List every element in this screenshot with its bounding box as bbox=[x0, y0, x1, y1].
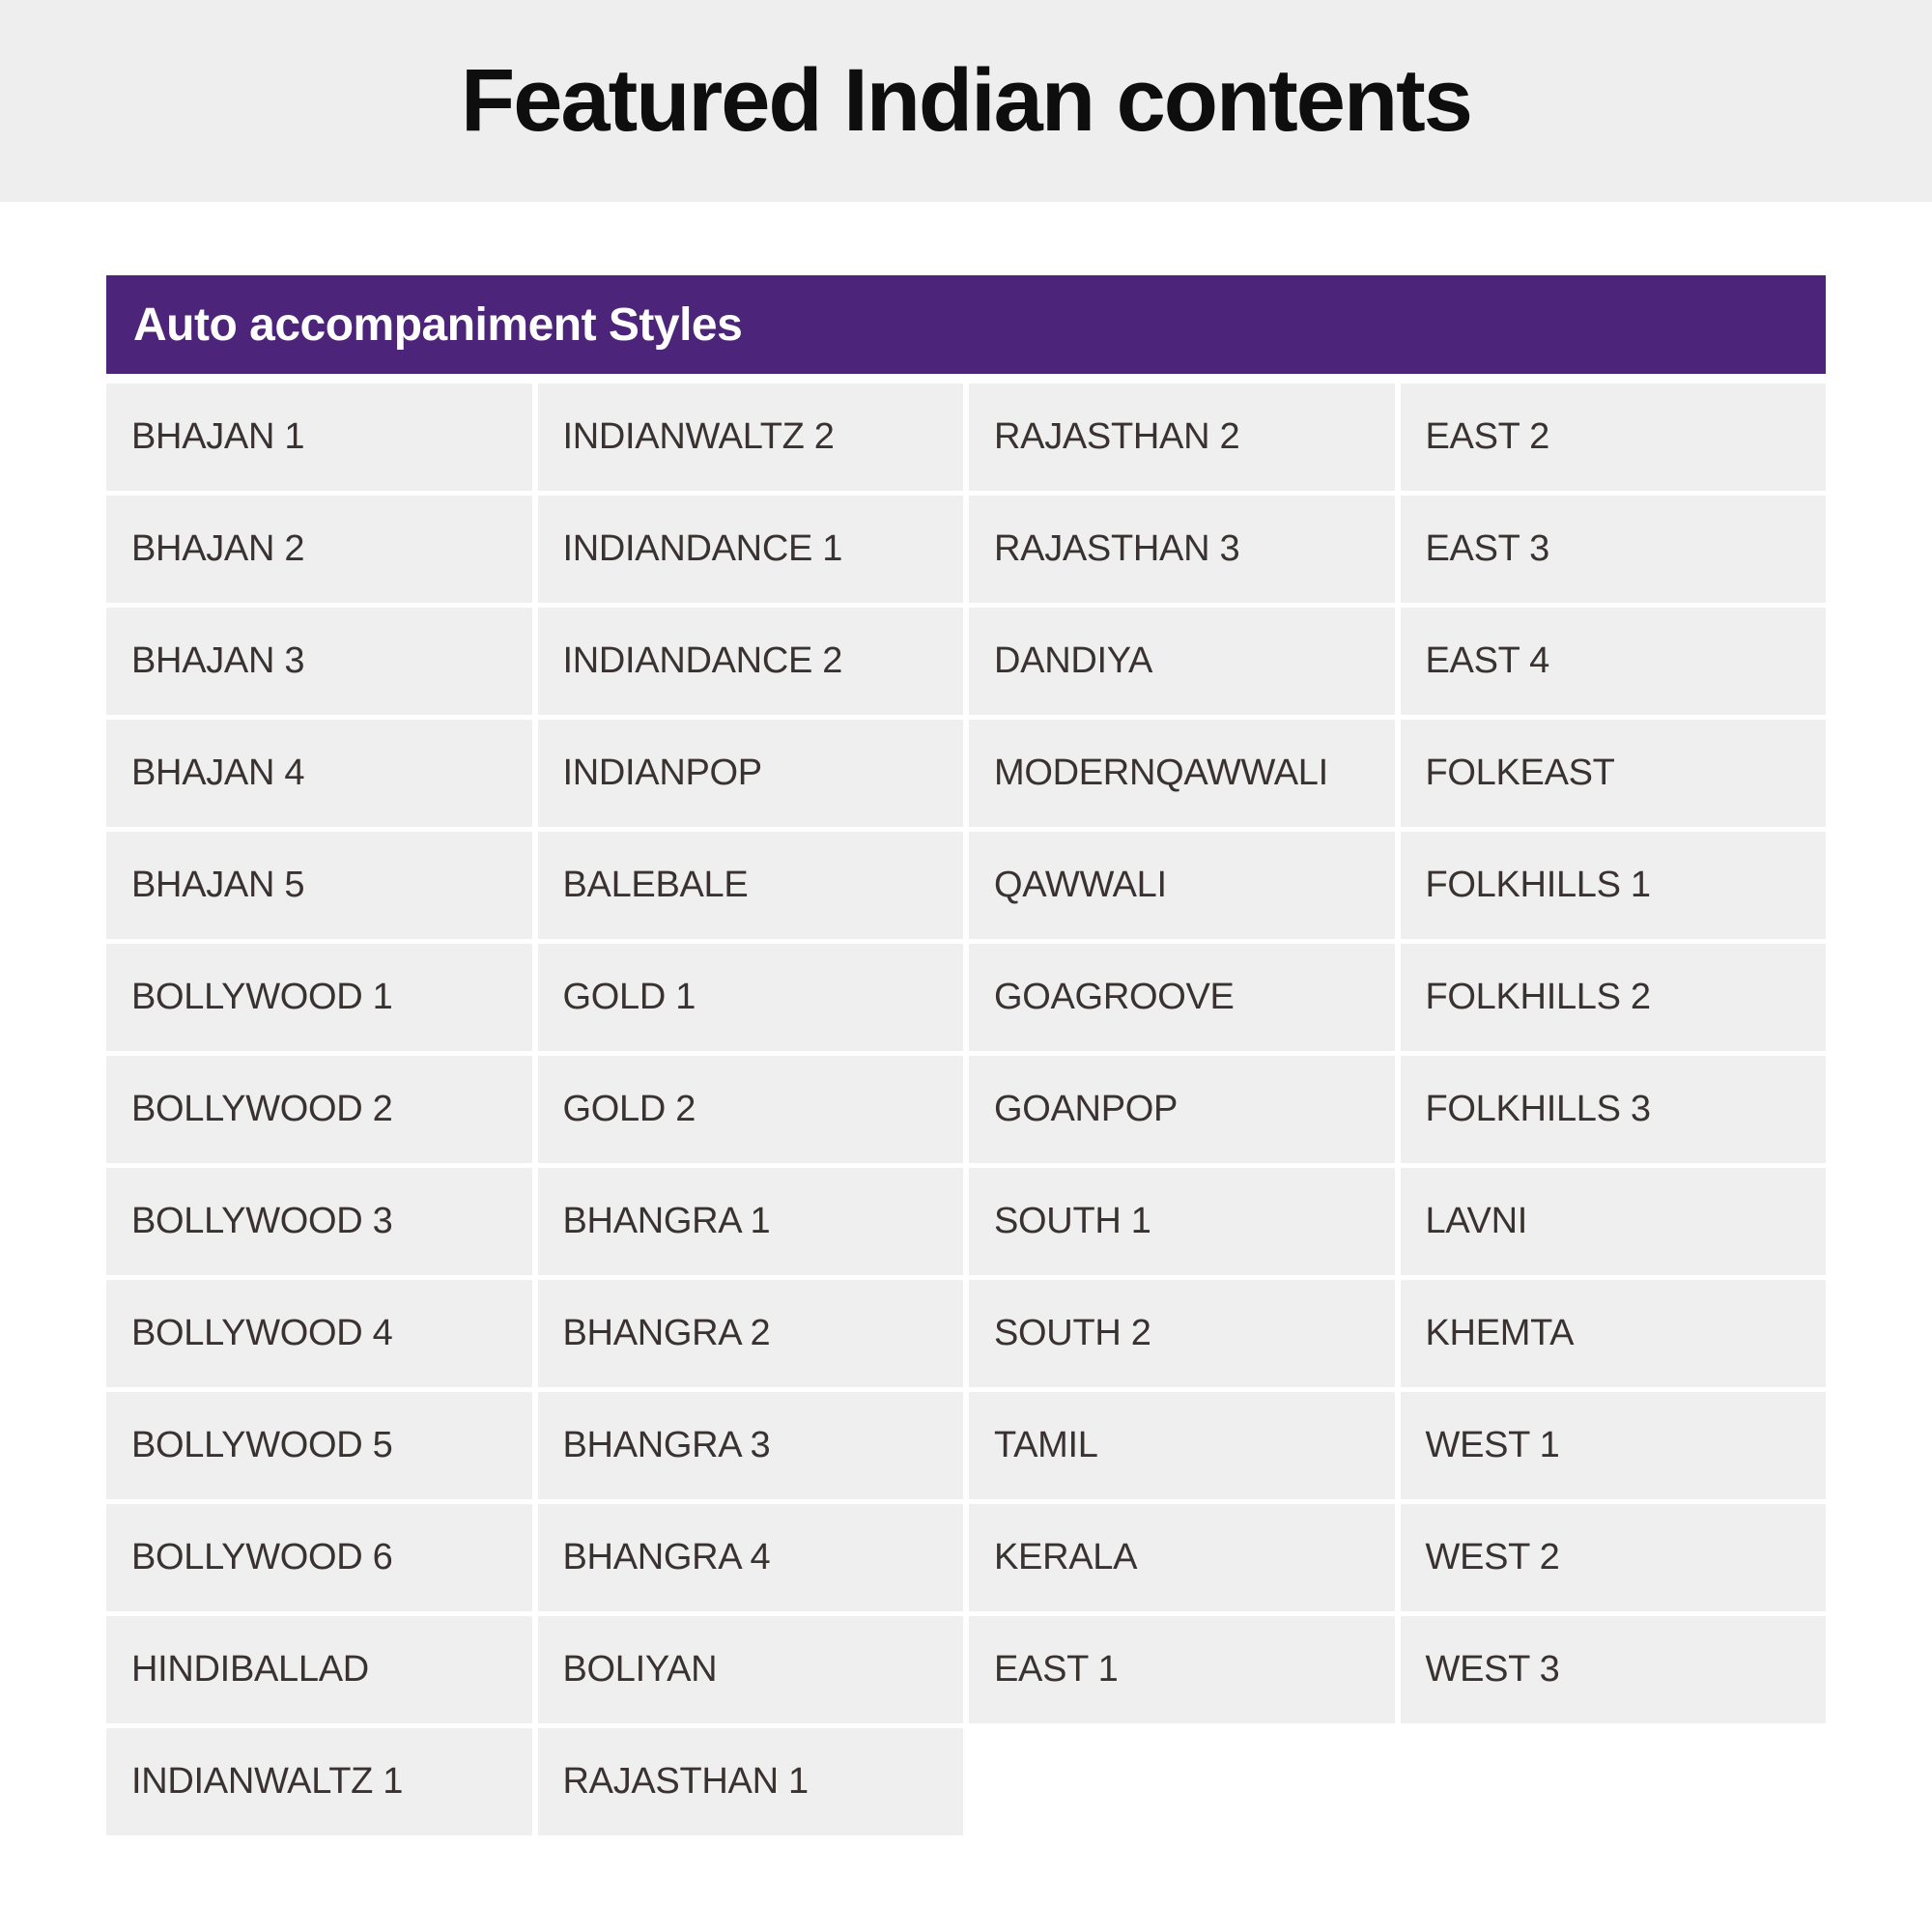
style-cell: BOLIYAN bbox=[538, 1616, 964, 1723]
style-cell: RAJASTHAN 2 bbox=[969, 384, 1395, 491]
style-cell: EAST 1 bbox=[969, 1616, 1395, 1723]
style-cell: INDIANWALTZ 2 bbox=[538, 384, 964, 491]
style-cell: KERALA bbox=[969, 1504, 1395, 1611]
style-cell: BOLLYWOOD 3 bbox=[106, 1168, 532, 1275]
style-cell: QAWWALI bbox=[969, 832, 1395, 939]
style-cell: INDIANWALTZ 1 bbox=[106, 1728, 532, 1835]
style-cell: BOLLYWOOD 2 bbox=[106, 1056, 532, 1163]
style-cell: FOLKHILLS 3 bbox=[1401, 1056, 1827, 1163]
style-cell: GOANPOP bbox=[969, 1056, 1395, 1163]
style-cell: GOAGROOVE bbox=[969, 944, 1395, 1051]
style-cell: BHAJAN 3 bbox=[106, 608, 532, 715]
style-cell: INDIANDANCE 1 bbox=[538, 496, 964, 603]
style-cell: FOLKHILLS 1 bbox=[1401, 832, 1827, 939]
style-cell: KHEMTA bbox=[1401, 1280, 1827, 1387]
style-cell: WEST 3 bbox=[1401, 1616, 1827, 1723]
empty-cell bbox=[969, 1728, 1395, 1835]
style-cell: MODERNQAWWALI bbox=[969, 720, 1395, 827]
style-cell: TAMIL bbox=[969, 1392, 1395, 1499]
style-cell: BHAJAN 2 bbox=[106, 496, 532, 603]
style-cell: FOLKEAST bbox=[1401, 720, 1827, 827]
style-cell: INDIANDANCE 2 bbox=[538, 608, 964, 715]
style-cell: FOLKHILLS 2 bbox=[1401, 944, 1827, 1051]
style-cell: BHANGRA 1 bbox=[538, 1168, 964, 1275]
style-cell: HINDIBALLAD bbox=[106, 1616, 532, 1723]
style-cell: EAST 2 bbox=[1401, 384, 1827, 491]
styles-grid bbox=[106, 384, 1826, 1835]
style-cell: BOLLYWOOD 4 bbox=[106, 1280, 532, 1387]
style-cell: BHAJAN 4 bbox=[106, 720, 532, 827]
style-cell: SOUTH 2 bbox=[969, 1280, 1395, 1387]
style-cell: BOLLYWOOD 5 bbox=[106, 1392, 532, 1499]
style-cell: BHANGRA 2 bbox=[538, 1280, 964, 1387]
style-cell: LAVNI bbox=[1401, 1168, 1827, 1275]
style-cell: BHANGRA 4 bbox=[538, 1504, 964, 1611]
style-cell: BOLLYWOOD 6 bbox=[106, 1504, 532, 1611]
style-cell: EAST 3 bbox=[1401, 496, 1827, 603]
style-cell: RAJASTHAN 3 bbox=[969, 496, 1395, 603]
style-cell: INDIANPOP bbox=[538, 720, 964, 827]
style-cell: WEST 1 bbox=[1401, 1392, 1827, 1499]
style-cell: SOUTH 1 bbox=[969, 1168, 1395, 1275]
table-header-bar bbox=[106, 275, 1826, 374]
style-cell: BHANGRA 3 bbox=[538, 1392, 964, 1499]
style-cell: BHAJAN 1 bbox=[106, 384, 532, 491]
style-cell: BOLLYWOOD 1 bbox=[106, 944, 532, 1051]
style-cell: BALEBALE bbox=[538, 832, 964, 939]
page-header-band bbox=[0, 0, 1932, 202]
style-cell: DANDIYA bbox=[969, 608, 1395, 715]
style-cell: WEST 2 bbox=[1401, 1504, 1827, 1611]
style-cell: BHAJAN 5 bbox=[106, 832, 532, 939]
styles-table bbox=[106, 275, 1826, 1835]
style-cell: EAST 4 bbox=[1401, 608, 1827, 715]
style-cell: GOLD 2 bbox=[538, 1056, 964, 1163]
style-cell: RAJASTHAN 1 bbox=[538, 1728, 964, 1835]
empty-cell bbox=[1401, 1728, 1827, 1835]
page-title: Featured Indian contents bbox=[461, 51, 1471, 150]
style-cell: GOLD 1 bbox=[538, 944, 964, 1051]
table-header-label: Auto accompaniment Styles bbox=[133, 298, 743, 351]
